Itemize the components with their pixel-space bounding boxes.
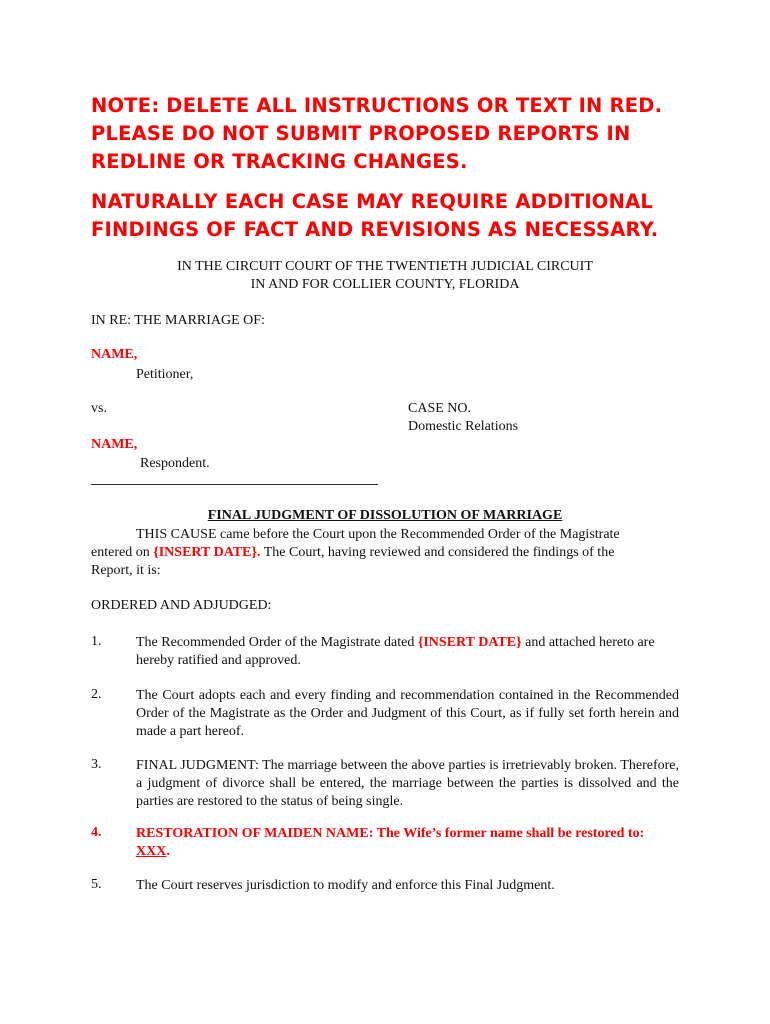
- item-text-part: RESTORATION OF MAIDEN NAME: The Wife’s former name shall be restored to:: [136, 826, 645, 841]
- note-line: REDLINE OR TRACKING CHANGES.: [91, 150, 468, 173]
- former-name-placeholder: XXX: [136, 844, 167, 859]
- intro-line: Report, it is:: [91, 563, 161, 578]
- insert-date-placeholder: {INSERT DATE}.: [153, 545, 261, 560]
- division-label: Domestic Relations: [408, 419, 519, 434]
- caption-divider: [91, 484, 378, 485]
- petitioner-name: NAME,: [91, 347, 138, 362]
- note-line: PLEASE DO NOT SUBMIT PROPOSED REPORTS IN: [91, 122, 631, 145]
- vs-label: vs.: [91, 401, 107, 416]
- item-number: 2.: [91, 687, 102, 702]
- note-line: NATURALLY EACH CASE MAY REQUIRE ADDITIONAL: [91, 190, 654, 213]
- note-line: FINDINGS OF FACT AND REVISIONS AS NECESSARY.: [91, 218, 659, 241]
- respondent-role: Respondent.: [140, 456, 210, 471]
- ordered-adjudged-label: ORDERED AND ADJUDGED:: [91, 598, 272, 613]
- item-number: 4.: [91, 825, 102, 840]
- item-number: 3.: [91, 757, 102, 772]
- note-line: NOTE: DELETE ALL INSTRUCTIONS OR TEXT IN RED.: [91, 94, 663, 117]
- intro-paragraph: [91, 526, 679, 580]
- item-text-part: .: [166, 844, 170, 859]
- court-heading: [91, 258, 679, 294]
- intro-line: [91, 544, 679, 562]
- judgment-title: FINAL JUDGMENT OF DISSOLUTION OF MARRIAGE: [207, 508, 563, 523]
- instruction-note-1: [91, 92, 731, 176]
- item-text-part: and attached hereto are hereby ratified and approved.: [136, 635, 655, 668]
- intro-text: entered on: [91, 545, 154, 560]
- court-line: IN THE CIRCUIT COURT OF THE TWENTIETH JUDICIAL CIRCUIT: [177, 259, 593, 274]
- item-text-part: The Recommended Order of the Magistrate dated: [136, 635, 418, 650]
- item-number: 1.: [91, 634, 102, 649]
- item-text: The Court adopts each and every finding and recommendation contained in the Recommended Order of the Magistrate as the Order and Judgment of this Court, as if fully set forth herein and made a part hereof.: [136, 688, 679, 739]
- item-number: 5.: [91, 877, 102, 892]
- item-text: [136, 634, 679, 670]
- court-line: IN AND FOR COLLIER COUNTY, FLORIDA: [250, 277, 520, 292]
- case-number-label: CASE NO.: [408, 401, 472, 416]
- respondent-name: NAME,: [91, 437, 138, 452]
- item-text: FINAL JUDGMENT: The marriage between the above parties is irretrievably broken. Therefore, a judgment of divorce shall be entered, the marriage between the parties is dissolved and the parties are restored to the status of being single.: [136, 758, 679, 809]
- instruction-note-2: [91, 188, 731, 244]
- intro-line: THIS CAUSE came before the Court upon the Recommended Order of the Magistrate: [136, 527, 620, 542]
- in-re-label: IN RE: THE MARRIAGE OF:: [91, 313, 265, 328]
- item-text: The Court reserves jurisdiction to modify and enforce this Final Judgment.: [136, 878, 555, 893]
- petitioner-role: Petitioner,: [136, 367, 194, 382]
- insert-date-placeholder: {INSERT DATE}: [417, 635, 522, 650]
- maiden-name-instruction: [136, 825, 679, 861]
- intro-text: The Court, having reviewed and considered the findings of the: [260, 545, 615, 560]
